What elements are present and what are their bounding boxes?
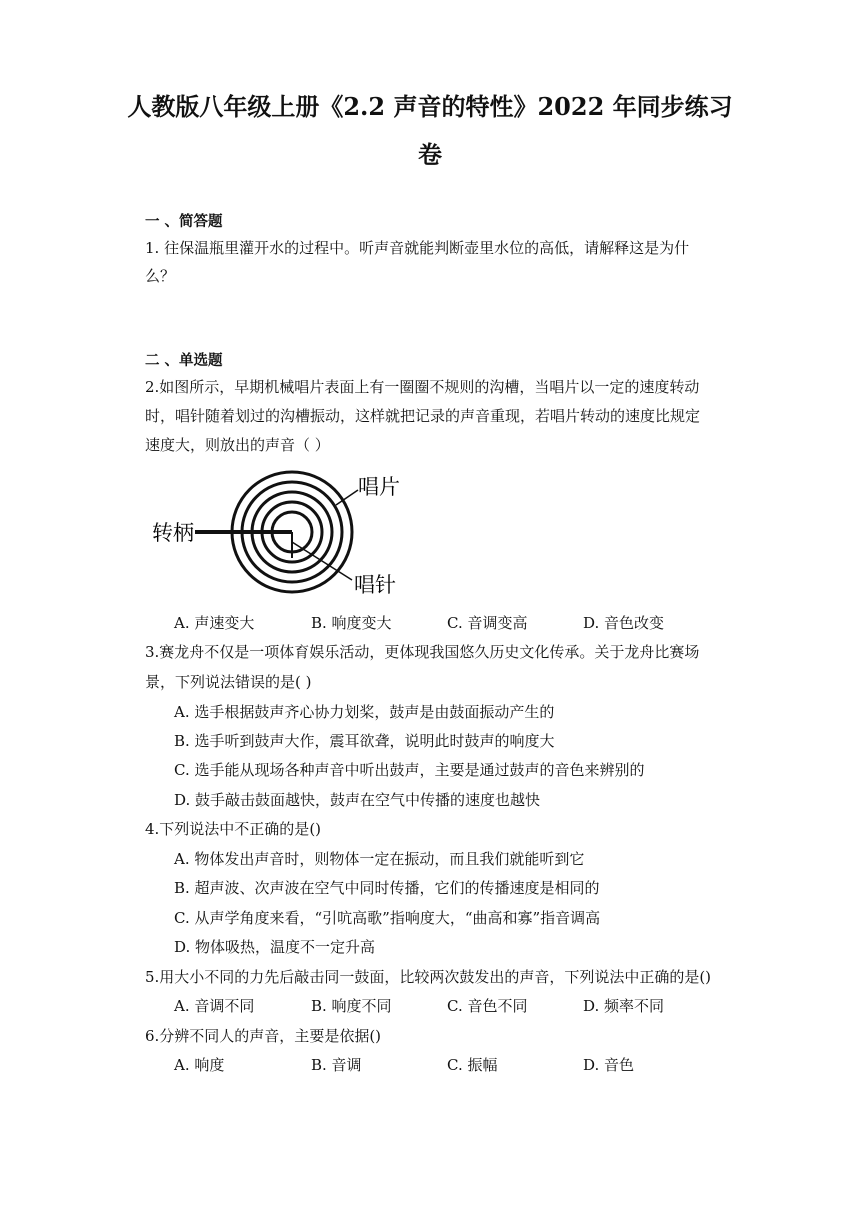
question-5-line1: 5.用大小不同的力先后敲击同一鼓面，比较两次鼓发出的声音，下列说法中正确的是(): [145, 968, 712, 986]
question-3-option-c[interactable]: C. 选手能从现场各种声音中听出鼓声，主要是通过鼓声的音色来辨别的: [174, 761, 645, 779]
question-2-line3: 速度大，则放出的声音（ ）: [145, 436, 330, 454]
option-b[interactable]: B. 音调: [311, 1056, 362, 1074]
question-2-line1: 2.如图所示，早期机械唱片表面上有一圈圈不规则的沟槽，当唱片以一定的速度转动: [145, 378, 700, 396]
question-1-line2: 么？: [145, 267, 176, 285]
label-handle: 转柄: [152, 521, 194, 545]
question-3-line2: 景，下列说法错误的是( ): [145, 673, 312, 691]
question-3-option-b[interactable]: B. 选手听到鼓声大作，震耳欲聋，说明此时鼓声的响度大: [174, 732, 555, 750]
question-4-option-b[interactable]: B. 超声波、次声波在空气中同时传播，它们的传播速度是相同的: [174, 879, 600, 897]
question-4-option-a[interactable]: A. 物体发出声音时，则物体一定在振动，而且我们就能听到它: [174, 850, 585, 868]
question-1-line1: 1. 往保温瓶里灌开水的过程中。听声音就能判断壶里水位的高低，请解释这是为什: [145, 239, 690, 257]
option-b[interactable]: B. 响度不同: [311, 997, 392, 1015]
label-record: 唱片: [358, 475, 400, 499]
question-6-line1: 6.分辨不同人的声音，主要是依据(): [145, 1027, 382, 1045]
option-d[interactable]: D. 音色改变: [583, 614, 665, 632]
option-a[interactable]: A. 响度: [174, 1056, 225, 1074]
document-title-line2: 卷: [418, 140, 442, 169]
option-a[interactable]: A. 声速变大: [174, 614, 255, 632]
option-c[interactable]: C. 音色不同: [447, 997, 528, 1015]
option-c[interactable]: C. 音调变高: [447, 614, 528, 632]
record-figure: [140, 468, 430, 603]
option-b[interactable]: B. 响度变大: [311, 614, 392, 632]
section-heading-single-choice: 二 、单选题: [145, 353, 223, 369]
question-2-line2: 时，唱针随着划过的沟槽振动，这样就把记录的声音重现，若唱片转动的速度比规定: [145, 407, 701, 425]
question-3-option-a[interactable]: A. 选手根据鼓声齐心协力划桨，鼓声是由鼓面振动产生的: [174, 703, 555, 721]
question-3-option-d[interactable]: D. 鼓手敲击鼓面越快，鼓声在空气中传播的速度也越快: [174, 791, 541, 809]
option-c[interactable]: C. 振幅: [447, 1056, 498, 1074]
question-4-option-d[interactable]: D. 物体吸热，温度不一定升高: [174, 938, 376, 956]
question-3-line1: 3.赛龙舟不仅是一项体育娱乐活动，更体现我国悠久历史文化传承。关于龙舟比赛场: [145, 643, 700, 661]
document-title-line1: 人教版八年级上册《2.2 声音的特性》2022 年同步练习: [127, 92, 733, 121]
option-a[interactable]: A. 音调不同: [174, 997, 255, 1015]
section-heading-short-answer: 一 、简答题: [145, 214, 223, 230]
option-d[interactable]: D. 频率不同: [583, 997, 665, 1015]
question-4-option-c[interactable]: C. 从声学角度来看，“引吭高歌”指响度大，“曲高和寡”指音调高: [174, 909, 601, 927]
label-needle: 唱针: [354, 573, 396, 597]
option-d[interactable]: D. 音色: [583, 1056, 635, 1074]
question-4-line1: 4.下列说法中不正确的是(): [145, 820, 322, 838]
